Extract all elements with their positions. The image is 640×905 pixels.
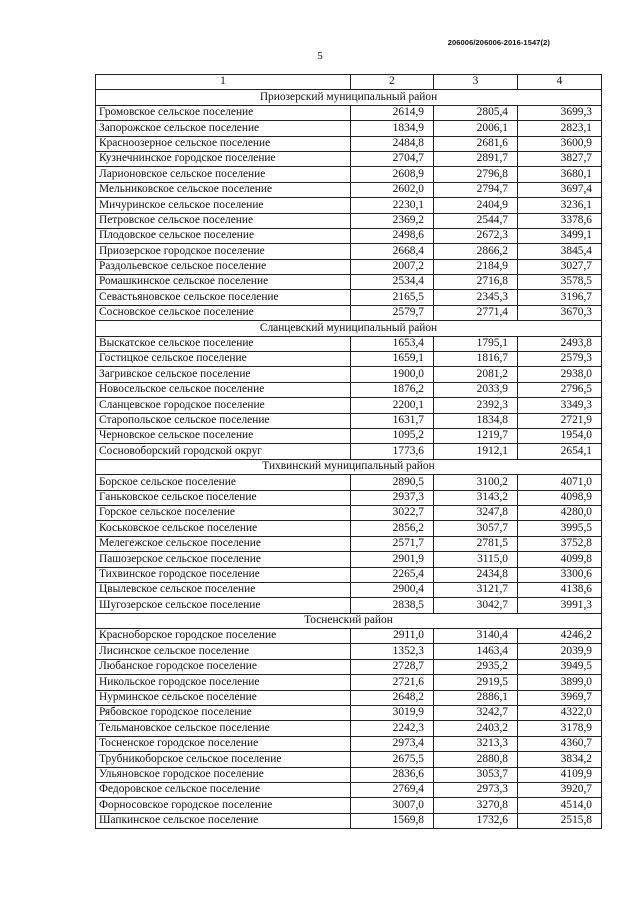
value-cell: 2484,8 <box>351 136 434 151</box>
table-row <box>96 213 602 228</box>
value-cell: 3300,6 <box>518 567 602 582</box>
value-cell: 2937,3 <box>351 490 434 505</box>
value-cell: 2935,2 <box>434 659 518 674</box>
value-cell: 3499,1 <box>518 228 602 243</box>
value-cell: 2836,6 <box>351 767 434 782</box>
table-row <box>96 336 602 351</box>
settlement-name-cell: Приозерское городское поселение <box>96 244 351 259</box>
value-cell: 1219,7 <box>434 428 518 443</box>
value-cell: 2614,9 <box>351 105 434 120</box>
settlement-name-cell: Ромашкинское сельское поселение <box>96 275 351 290</box>
table-row <box>96 659 602 674</box>
value-cell: 1795,1 <box>434 336 518 351</box>
settlement-name-cell: Трубникоборское сельское поселение <box>96 752 351 767</box>
value-cell: 2403,2 <box>434 721 518 736</box>
settlement-name-cell: Красноозерное сельское поселение <box>96 136 351 151</box>
value-cell: 4099,8 <box>518 552 602 567</box>
settlement-name-cell: Пашозерское сельское поселение <box>96 552 351 567</box>
value-cell: 2534,4 <box>351 275 434 290</box>
district-header-row <box>96 613 602 628</box>
settlement-name-cell: Тихвинское городское поселение <box>96 567 351 582</box>
settlement-name-cell: Мичуринское сельское поселение <box>96 198 351 213</box>
table-row <box>96 244 602 259</box>
column-number: 3 <box>434 75 518 90</box>
value-cell: 2796,8 <box>434 167 518 182</box>
value-cell: 2493,8 <box>518 336 602 351</box>
value-cell: 2796,5 <box>518 382 602 397</box>
value-cell: 2880,8 <box>434 752 518 767</box>
value-cell: 3143,2 <box>434 490 518 505</box>
data-table <box>95 74 602 829</box>
value-cell: 3007,0 <box>351 798 434 813</box>
value-cell: 2369,2 <box>351 213 434 228</box>
district-header-row <box>96 321 602 336</box>
district-title: Приозерский муниципальный район <box>96 90 602 105</box>
value-cell: 3213,3 <box>434 736 518 751</box>
table-row <box>96 505 602 520</box>
value-cell: 3121,7 <box>434 582 518 597</box>
value-cell: 3699,3 <box>518 105 602 120</box>
value-cell: 2579,3 <box>518 352 602 367</box>
table-row <box>96 305 602 320</box>
table-row <box>96 167 602 182</box>
value-cell: 2704,7 <box>351 151 434 166</box>
value-cell: 3378,6 <box>518 213 602 228</box>
value-cell: 1834,8 <box>434 413 518 428</box>
value-cell: 2675,5 <box>351 752 434 767</box>
value-cell: 1732,6 <box>434 813 518 828</box>
table-row <box>96 290 602 305</box>
settlement-name-cell: Раздольевское сельское поселение <box>96 259 351 274</box>
value-cell: 4280,0 <box>518 505 602 520</box>
table-row <box>96 105 602 120</box>
value-cell: 2006,1 <box>434 121 518 136</box>
table-row <box>96 782 602 797</box>
settlement-name-cell: Старопольское сельское поселение <box>96 413 351 428</box>
settlement-name-cell: Шугозерское сельское поселение <box>96 598 351 613</box>
table-row <box>96 367 602 382</box>
value-cell: 2771,4 <box>434 305 518 320</box>
value-cell: 2866,2 <box>434 244 518 259</box>
value-cell: 2919,5 <box>434 675 518 690</box>
table-row <box>96 752 602 767</box>
table-row <box>96 521 602 536</box>
value-cell: 2200,1 <box>351 398 434 413</box>
value-cell: 3827,7 <box>518 151 602 166</box>
settlement-name-cell: Гостицкое сельское поселение <box>96 352 351 367</box>
value-cell: 2404,9 <box>434 198 518 213</box>
value-cell: 2721,6 <box>351 675 434 690</box>
value-cell: 3053,7 <box>434 767 518 782</box>
value-cell: 1352,3 <box>351 644 434 659</box>
value-cell: 3600,9 <box>518 136 602 151</box>
table-row <box>96 675 602 690</box>
value-cell: 3899,0 <box>518 675 602 690</box>
table-row <box>96 228 602 243</box>
value-cell: 1631,7 <box>351 413 434 428</box>
value-cell: 3670,3 <box>518 305 602 320</box>
value-cell: 2728,7 <box>351 659 434 674</box>
value-cell: 2769,4 <box>351 782 434 797</box>
column-number: 4 <box>518 75 602 90</box>
settlement-name-cell: Горское сельское поселение <box>96 505 351 520</box>
value-cell: 3578,5 <box>518 275 602 290</box>
settlement-name-cell: Мельниковское сельское поселение <box>96 182 351 197</box>
table-row <box>96 475 602 490</box>
value-cell: 2900,4 <box>351 582 434 597</box>
settlement-name-cell: Никольское городское поселение <box>96 675 351 690</box>
settlement-name-cell: Федоровское сельское поселение <box>96 782 351 797</box>
value-cell: 3178,9 <box>518 721 602 736</box>
value-cell: 2033,9 <box>434 382 518 397</box>
value-cell: 1834,9 <box>351 121 434 136</box>
value-cell: 3991,3 <box>518 598 602 613</box>
value-cell: 1463,4 <box>434 644 518 659</box>
value-cell: 3236,1 <box>518 198 602 213</box>
value-cell: 2571,7 <box>351 536 434 551</box>
column-number: 2 <box>351 75 434 90</box>
table-row <box>96 706 602 721</box>
table-row <box>96 736 602 751</box>
settlement-name-cell: Севастьяновское сельское поселение <box>96 290 351 305</box>
table-row <box>96 428 602 443</box>
value-cell: 2230,1 <box>351 198 434 213</box>
table-row <box>96 444 602 459</box>
settlement-name-cell: Новосельское сельское поселение <box>96 382 351 397</box>
value-cell: 2672,3 <box>434 228 518 243</box>
document-code: 206006/206006-2016-1547(2) <box>447 38 550 47</box>
value-cell: 1900,0 <box>351 367 434 382</box>
table-row <box>96 629 602 644</box>
value-cell: 2891,7 <box>434 151 518 166</box>
value-cell: 2781,5 <box>434 536 518 551</box>
value-cell: 4322,0 <box>518 706 602 721</box>
value-cell: 2515,8 <box>518 813 602 828</box>
table-row <box>96 644 602 659</box>
table-row <box>96 413 602 428</box>
value-cell: 2039,9 <box>518 644 602 659</box>
table-row <box>96 536 602 551</box>
table-row <box>96 721 602 736</box>
value-cell: 2911,0 <box>351 629 434 644</box>
column-number-row <box>96 75 602 90</box>
value-cell: 3949,5 <box>518 659 602 674</box>
settlement-name-cell: Плодовское сельское поселение <box>96 228 351 243</box>
value-cell: 3100,2 <box>434 475 518 490</box>
settlement-name-cell: Шапкинское сельское поселение <box>96 813 351 828</box>
value-cell: 1659,1 <box>351 352 434 367</box>
value-cell: 2886,1 <box>434 690 518 705</box>
value-cell: 2938,0 <box>518 367 602 382</box>
district-header-row <box>96 459 602 474</box>
table-row <box>96 598 602 613</box>
value-cell: 2602,0 <box>351 182 434 197</box>
table-row <box>96 690 602 705</box>
value-cell: 2392,3 <box>434 398 518 413</box>
district-header-row <box>96 90 602 105</box>
value-cell: 3349,3 <box>518 398 602 413</box>
value-cell: 3140,4 <box>434 629 518 644</box>
value-cell: 3752,8 <box>518 536 602 551</box>
value-cell: 3697,4 <box>518 182 602 197</box>
settlement-name-cell: Сосновское сельское поселение <box>96 305 351 320</box>
value-cell: 2654,1 <box>518 444 602 459</box>
value-cell: 3969,7 <box>518 690 602 705</box>
value-cell: 3115,0 <box>434 552 518 567</box>
settlement-name-cell: Цвылевское сельское поселение <box>96 582 351 597</box>
table-row <box>96 136 602 151</box>
table-row <box>96 398 602 413</box>
value-cell: 3845,4 <box>518 244 602 259</box>
table-row <box>96 490 602 505</box>
value-cell: 2668,4 <box>351 244 434 259</box>
value-cell: 3022,7 <box>351 505 434 520</box>
value-cell: 1912,1 <box>434 444 518 459</box>
value-cell: 2901,9 <box>351 552 434 567</box>
table-row <box>96 813 602 828</box>
table-row <box>96 582 602 597</box>
value-cell: 1569,8 <box>351 813 434 828</box>
value-cell: 3027,7 <box>518 259 602 274</box>
value-cell: 2823,1 <box>518 121 602 136</box>
value-cell: 4098,9 <box>518 490 602 505</box>
value-cell: 2681,6 <box>434 136 518 151</box>
page-number: 5 <box>317 50 323 62</box>
settlement-name-cell: Нурминское сельское поселение <box>96 690 351 705</box>
table-row <box>96 182 602 197</box>
value-cell: 4246,2 <box>518 629 602 644</box>
district-title: Тосненский район <box>96 613 602 628</box>
settlement-name-cell: Борское сельское поселение <box>96 475 351 490</box>
value-cell: 1773,6 <box>351 444 434 459</box>
value-cell: 4109,9 <box>518 767 602 782</box>
settlement-name-cell: Тельмановское сельское поселение <box>96 721 351 736</box>
value-cell: 2973,3 <box>434 782 518 797</box>
value-cell: 2242,3 <box>351 721 434 736</box>
column-number: 1 <box>96 75 351 90</box>
value-cell: 2081,2 <box>434 367 518 382</box>
settlement-name-cell: Загривское сельское поселение <box>96 367 351 382</box>
value-cell: 3834,2 <box>518 752 602 767</box>
value-cell: 4071,0 <box>518 475 602 490</box>
value-cell: 1653,4 <box>351 336 434 351</box>
value-cell: 3057,7 <box>434 521 518 536</box>
settlement-name-cell: Сланцевское городское поселение <box>96 398 351 413</box>
value-cell: 2890,5 <box>351 475 434 490</box>
value-cell: 1876,2 <box>351 382 434 397</box>
value-cell: 3019,9 <box>351 706 434 721</box>
settlement-name-cell: Рябовское городское поселение <box>96 706 351 721</box>
value-cell: 3042,7 <box>434 598 518 613</box>
value-cell: 2721,9 <box>518 413 602 428</box>
settlement-name-cell: Сосновоборский городской округ <box>96 444 351 459</box>
settlement-name-cell: Петровское сельское поселение <box>96 213 351 228</box>
settlement-name-cell: Мелегежское сельское поселение <box>96 536 351 551</box>
value-cell: 3270,8 <box>434 798 518 813</box>
value-cell: 2716,8 <box>434 275 518 290</box>
table-row <box>96 552 602 567</box>
value-cell: 2973,4 <box>351 736 434 751</box>
settlement-name-cell: Громовское сельское поселение <box>96 105 351 120</box>
table-row <box>96 567 602 582</box>
district-title: Сланцевский муниципальный район <box>96 321 602 336</box>
district-title: Тихвинский муниципальный район <box>96 459 602 474</box>
value-cell: 2805,4 <box>434 105 518 120</box>
value-cell: 2579,7 <box>351 305 434 320</box>
table-row <box>96 275 602 290</box>
value-cell: 3247,8 <box>434 505 518 520</box>
value-cell: 2265,4 <box>351 567 434 582</box>
value-cell: 2007,2 <box>351 259 434 274</box>
value-cell: 2648,2 <box>351 690 434 705</box>
table-row <box>96 198 602 213</box>
settlement-name-cell: Черновское сельское поселение <box>96 428 351 443</box>
settlement-name-cell: Кузнечнинское городское поселение <box>96 151 351 166</box>
table-row <box>96 121 602 136</box>
settlement-name-cell: Коськовское сельское поселение <box>96 521 351 536</box>
value-cell: 2838,5 <box>351 598 434 613</box>
settlement-name-cell: Ганьковское сельское поселение <box>96 490 351 505</box>
settlement-name-cell: Любанское городское поселение <box>96 659 351 674</box>
settlement-name-cell: Ульяновское городское поселение <box>96 767 351 782</box>
value-cell: 4514,0 <box>518 798 602 813</box>
value-cell: 2184,9 <box>434 259 518 274</box>
value-cell: 3920,7 <box>518 782 602 797</box>
value-cell: 3680,1 <box>518 167 602 182</box>
settlement-name-cell: Запорожское сельское поселение <box>96 121 351 136</box>
value-cell: 2544,7 <box>434 213 518 228</box>
settlement-name-cell: Форносовское городское поселение <box>96 798 351 813</box>
table-row <box>96 151 602 166</box>
value-cell: 1954,0 <box>518 428 602 443</box>
settlement-name-cell: Ларионовское сельское поселение <box>96 167 351 182</box>
value-cell: 2498,6 <box>351 228 434 243</box>
value-cell: 2856,2 <box>351 521 434 536</box>
settlement-name-cell: Выскатское сельское поселение <box>96 336 351 351</box>
settlement-name-cell: Тосненское городское поселение <box>96 736 351 751</box>
value-cell: 2794,7 <box>434 182 518 197</box>
table-row <box>96 767 602 782</box>
value-cell: 2608,9 <box>351 167 434 182</box>
value-cell: 3242,7 <box>434 706 518 721</box>
table-body <box>96 75 602 829</box>
value-cell: 4138,6 <box>518 582 602 597</box>
settlement-name-cell: Лисинское сельское поселение <box>96 644 351 659</box>
value-cell: 3995,5 <box>518 521 602 536</box>
table-row <box>96 259 602 274</box>
table-row <box>96 382 602 397</box>
value-cell: 2434,8 <box>434 567 518 582</box>
table-row <box>96 798 602 813</box>
value-cell: 1816,7 <box>434 352 518 367</box>
value-cell: 3196,7 <box>518 290 602 305</box>
table-row <box>96 352 602 367</box>
value-cell: 1095,2 <box>351 428 434 443</box>
value-cell: 4360,7 <box>518 736 602 751</box>
value-cell: 2165,5 <box>351 290 434 305</box>
settlement-name-cell: Красноборское городское поселение <box>96 629 351 644</box>
value-cell: 2345,3 <box>434 290 518 305</box>
